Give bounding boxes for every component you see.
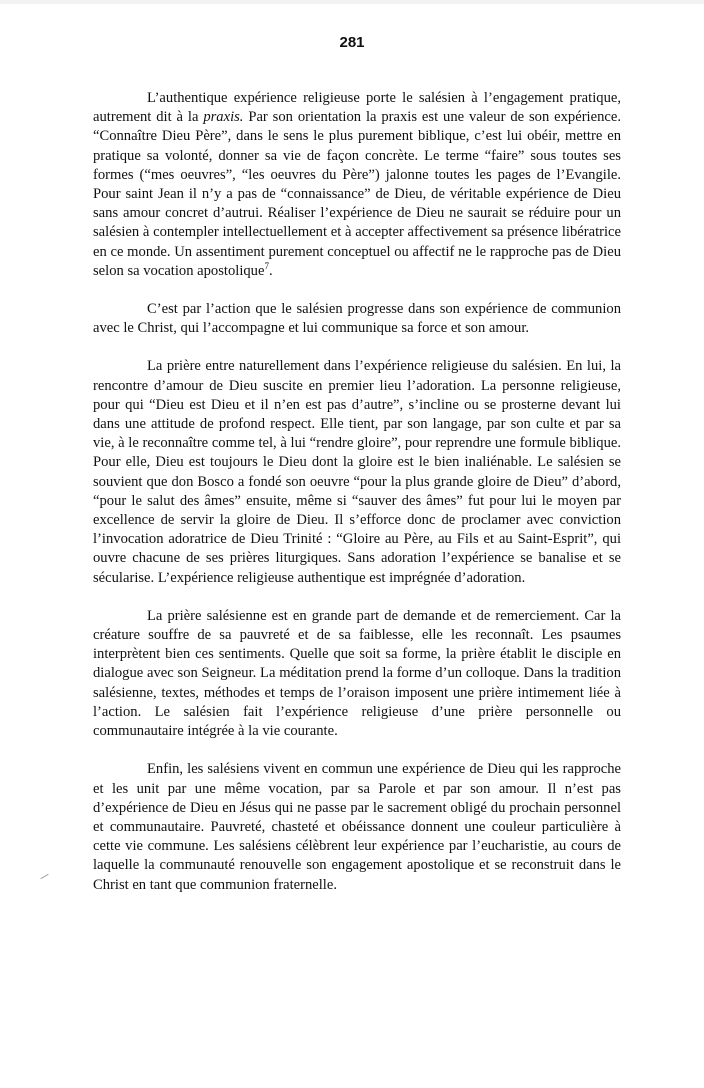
paragraph-vie-commune: Enfin, les salésiens vivent en commun une expérience de Dieu qui les rapproche et les unit par une même vocation, par sa Parole et par son amour. Il n’est pas d’expérience de Dieu en Jésus qui ne passe par le sacrement obligé du prochain personnel et communautaire. Pauvreté, chasteté et obéissance donnent une couleur particulière à cette vie commune. Les salésiens célèbrent leur expérience par l’eucharistie, au cours de laquelle la communauté renouvelle son engagement apostolique et se reconstruit dans le Christ en tant que communion fraternelle. <box>93 761 621 893</box>
footnote-reference: 7 <box>264 260 269 271</box>
top-edge-rule <box>0 0 704 4</box>
paragraph-praxis-text-start: L’authentique expérience religieuse porte le salésien à l’engagement pratique, autrement dit à la <box>93 90 621 126</box>
paragraph-praxis <box>93 89 621 281</box>
paragraph-action: C’est par l’action que le salésien progresse dans son expérience de communion avec le Christ, qui l’accompagne et lui communique sa force et son amour. <box>93 301 621 337</box>
paragraph-praxis-text-middle: Par son orientation la praxis est une valeur de son expérience. “Connaître Dieu Père”, dans le sens le plus purement biblique, c’est lui obéir, mettre en pratique sa volonté, donner sa vie de façon concrète. Le terme “faire” sous toutes ses formes (“mes oeuvres”, “les oeuvres du Père”) jalonne toutes les pages de l’Evangile. Pour saint Jean il n’y a pas de “connaissance” de Dieu, de véritable expérience de Dieu sans amour concret d’autrui. Réaliser l’expérience de Dieu ne saurait se réduire pour un salésien à contempler intellectuellement et à accepter affectivement sa présence libératrice en ce monde. Un assentiment purement conceptuel ou affectif ne le rapproche pas de Dieu selon sa vocation apostolique <box>93 109 621 279</box>
page-number: 281 <box>339 34 365 51</box>
paragraph-praxis-text-end: . <box>268 262 273 279</box>
italic-term-praxis: praxis. <box>203 109 244 126</box>
body-text <box>93 89 621 914</box>
stray-scan-mark <box>40 874 48 879</box>
paragraph-demande: La prière salésienne est en grande part de demande et de remerciement. Car la créature souffre de sa pauvreté et de sa faiblesse, elle les reconnaît. Les psaumes interprètent bien ces sentiments. Quelle que soit sa forme, la prière établit le disciple en dialogue avec son Seigneur. La méditation prend la forme d’un colloque. Dans la tradition salésienne, textes, méthodes et temps de l’oraison imposent une prière intimement liée à l’action. Le salésien fait l’expérience religieuse d’une prière personnelle ou communautaire intégrée à la vie courante. <box>93 607 621 740</box>
paragraph-adoration: La prière entre naturellement dans l’expérience religieuse du salésien. En lui, la rencontre d’amour de Dieu suscite en premier lieu l’adoration. La personne religieuse, pour qui “Dieu est Dieu et il n’en est pas d’autre”, s’incline ou se prosterne devant lui dans une attitude de profond respect. Elle tient, par son langage, par son culte et par sa vie, à le reconnaître comme tel, à lui “rendre gloire”, pour reprendre une formule biblique. Pour elle, Dieu est toujours le Dieu dont la gloire est le bien inaliénable. Le salésien se souvient que don Bosco a fondé son oeuvre “pour la plus grande gloire de Dieu” d’abord, “pour le salut des âmes” ensuite, même si “sauver des âmes” fut pour lui le moyen par excellence de servir la gloire de Dieu. Il s’efforce donc de proclamer avec conviction l’invocation adoratrice de Dieu Trinité : “Gloire au Père, au Fils et au Saint-Esprit”, qui ouvre chacune de ses prières liturgiques. Sans adoration l’expérience se banalise et se sécularise. L’expérience religieuse authentique est imprégnée d’adoration. <box>93 358 621 586</box>
